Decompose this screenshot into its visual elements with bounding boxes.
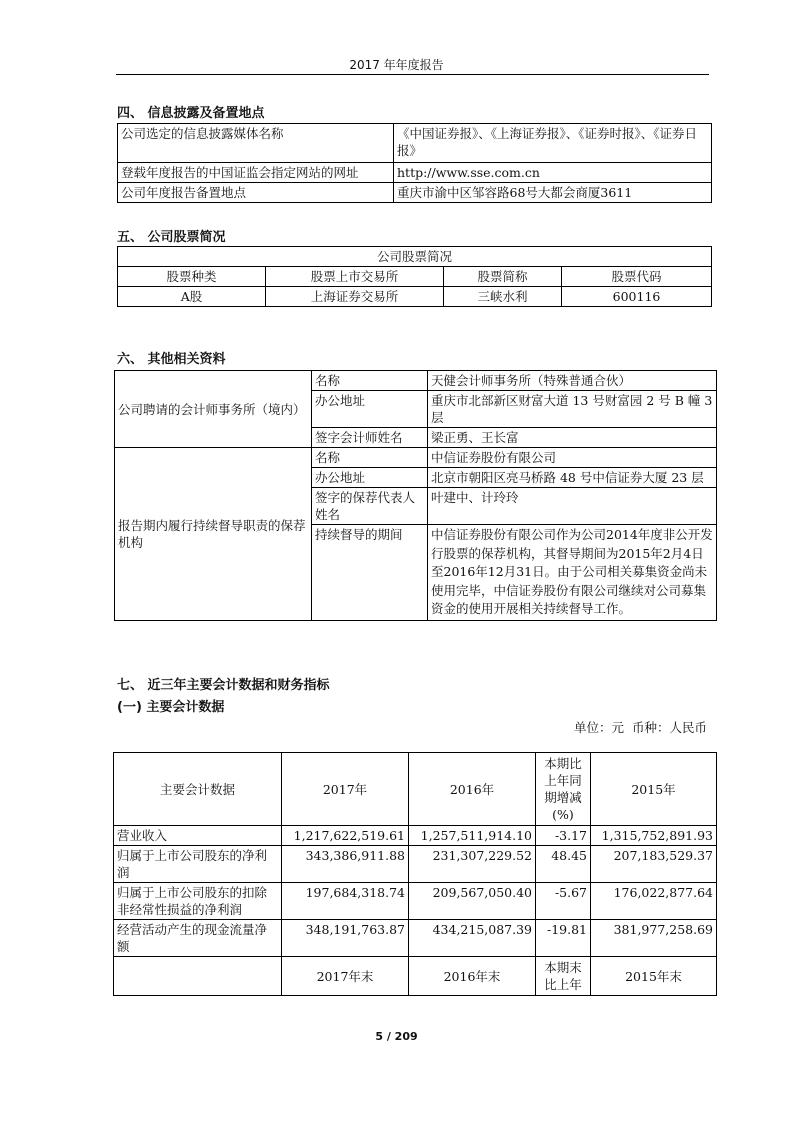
table-row [118, 267, 712, 287]
stock-table-title: 公司股票简况 [118, 247, 712, 267]
table-row [115, 371, 717, 391]
section-7-subtitle: (一) 主要会计数据 [117, 700, 225, 715]
table-row [114, 920, 717, 957]
table-row [118, 183, 712, 203]
value-2015: 176,022,877.64 [591, 883, 717, 920]
header-2017: 2017年 [282, 753, 409, 826]
footer-header-change: 本期末比上年 [536, 957, 591, 996]
accountant-signer-label: 签字会计师姓名 [312, 428, 428, 448]
report-location-value: 重庆市渝中区邹容路68号大都会商厦3611 [394, 183, 712, 203]
page-number: 5 / 209 [375, 1030, 418, 1043]
section-7-title: 七、 近三年主要会计数据和财务指标 [117, 678, 330, 693]
table-row [114, 846, 717, 883]
table-row [114, 826, 717, 846]
sponsor-rep-value: 叶建中、计玲玲 [428, 488, 717, 525]
sponsor-address-label: 办公地址 [312, 468, 428, 488]
table-row [118, 247, 712, 267]
disclosure-media-label: 公司选定的信息披露媒体名称 [118, 124, 394, 163]
accounting-data-table [113, 752, 717, 996]
sponsor-label: 报告期内履行持续督导职责的保荐机构 [115, 448, 312, 621]
value-2016: 209,567,050.40 [409, 883, 536, 920]
value-2016: 1,257,511,914.10 [409, 826, 536, 846]
disclosure-table [117, 123, 712, 203]
footer-header-2016: 2016年末 [409, 957, 536, 996]
stock-short-name: 三峡水利 [444, 287, 562, 307]
value-2017: 348,191,763.87 [282, 920, 409, 957]
value-change: -3.17 [536, 826, 591, 846]
accountant-signer-value: 梁正勇、王长富 [428, 428, 717, 448]
accountant-firm-label: 公司聘请的会计师事务所（境内） [115, 371, 312, 448]
sponsor-address-value: 北京市朝阳区亮马桥路 48 号中信证券大厦 23 层 [428, 468, 717, 488]
value-change: 48.45 [536, 846, 591, 883]
header-2016: 2016年 [409, 753, 536, 826]
accountant-address-label: 办公地址 [312, 391, 428, 428]
value-2017: 197,684,318.74 [282, 883, 409, 920]
table-row [115, 448, 717, 468]
value-change: -5.67 [536, 883, 591, 920]
sponsor-period-value: 中信证券股份有限公司作为公司2014年度非公开发行股票的保荐机构，其督导期间为2015年2月4日至2016年12月31日。由于公司相关募集资金尚未使用完毕，中信证券股份有限公司继续对公司募集资金的使用开展相关持续督导工作。 [428, 525, 717, 621]
row-label: 归属于上市公司股东的扣除非经常性损益的净利润 [114, 883, 282, 920]
stock-header-type: 股票种类 [118, 267, 266, 287]
section-4-title: 四、 信息披露及备置地点 [117, 106, 265, 121]
accountant-name-label: 名称 [312, 371, 428, 391]
stock-header-short-name: 股票简称 [444, 267, 562, 287]
footer-header-blank [114, 957, 282, 996]
table-row [118, 124, 712, 163]
stock-type: A股 [118, 287, 266, 307]
related-info-table [114, 370, 717, 621]
accountant-name-value: 天健会计师事务所（特殊普通合伙） [428, 371, 717, 391]
footer-header-2015: 2015年末 [591, 957, 717, 996]
unit-currency: 单位：元 币种：人民币 [574, 720, 707, 735]
table-row [114, 957, 717, 996]
stock-header-code: 股票代码 [562, 267, 712, 287]
value-change: -19.81 [536, 920, 591, 957]
row-label: 归属于上市公司股东的净利润 [114, 846, 282, 883]
header-main-data: 主要会计数据 [114, 753, 282, 826]
value-2015: 207,183,529.37 [591, 846, 717, 883]
sponsor-period-label: 持续督导的期间 [312, 525, 428, 621]
sponsor-rep-label: 签字的保荐代表人姓名 [312, 488, 428, 525]
table-row [118, 163, 712, 183]
section-5-title: 五、 公司股票简况 [117, 230, 226, 245]
table-row [114, 753, 717, 826]
value-2017: 343,386,911.88 [282, 846, 409, 883]
sponsor-name-label: 名称 [312, 448, 428, 468]
sponsor-name-value: 中信证券股份有限公司 [428, 448, 717, 468]
stock-exchange: 上海证券交易所 [266, 287, 444, 307]
stock-table [117, 246, 712, 307]
header-2015: 2015年 [591, 753, 717, 826]
table-row [114, 883, 717, 920]
value-2015: 381,977,258.69 [591, 920, 717, 957]
section-6-title: 六、 其他相关资料 [117, 352, 226, 367]
header-change: 本期比上年同期增减(%) [536, 753, 591, 826]
header-rule [116, 74, 709, 75]
value-2017: 1,217,622,519.61 [282, 826, 409, 846]
value-2015: 1,315,752,891.93 [591, 826, 717, 846]
report-location-label: 公司年度报告备置地点 [118, 183, 394, 203]
row-label: 营业收入 [114, 826, 282, 846]
website-label: 登载年度报告的中国证监会指定网站的网址 [118, 163, 394, 183]
row-label: 经营活动产生的现金流量净额 [114, 920, 282, 957]
stock-header-exchange: 股票上市交易所 [266, 267, 444, 287]
value-2016: 231,307,229.52 [409, 846, 536, 883]
footer-header-2017: 2017年末 [282, 957, 409, 996]
value-2016: 434,215,087.39 [409, 920, 536, 957]
stock-code: 600116 [562, 287, 712, 307]
table-row [118, 287, 712, 307]
accountant-address-value: 重庆市北部新区财富大道 13 号财富园 2 号 B 幢 3 层 [428, 391, 717, 428]
page-header: 2017 年年度报告 [349, 58, 444, 72]
website-value: http://www.sse.com.cn [394, 163, 712, 183]
disclosure-media-value: 《中国证券报》、《上海证券报》、《证券时报》、《证券日报》 [394, 124, 712, 163]
